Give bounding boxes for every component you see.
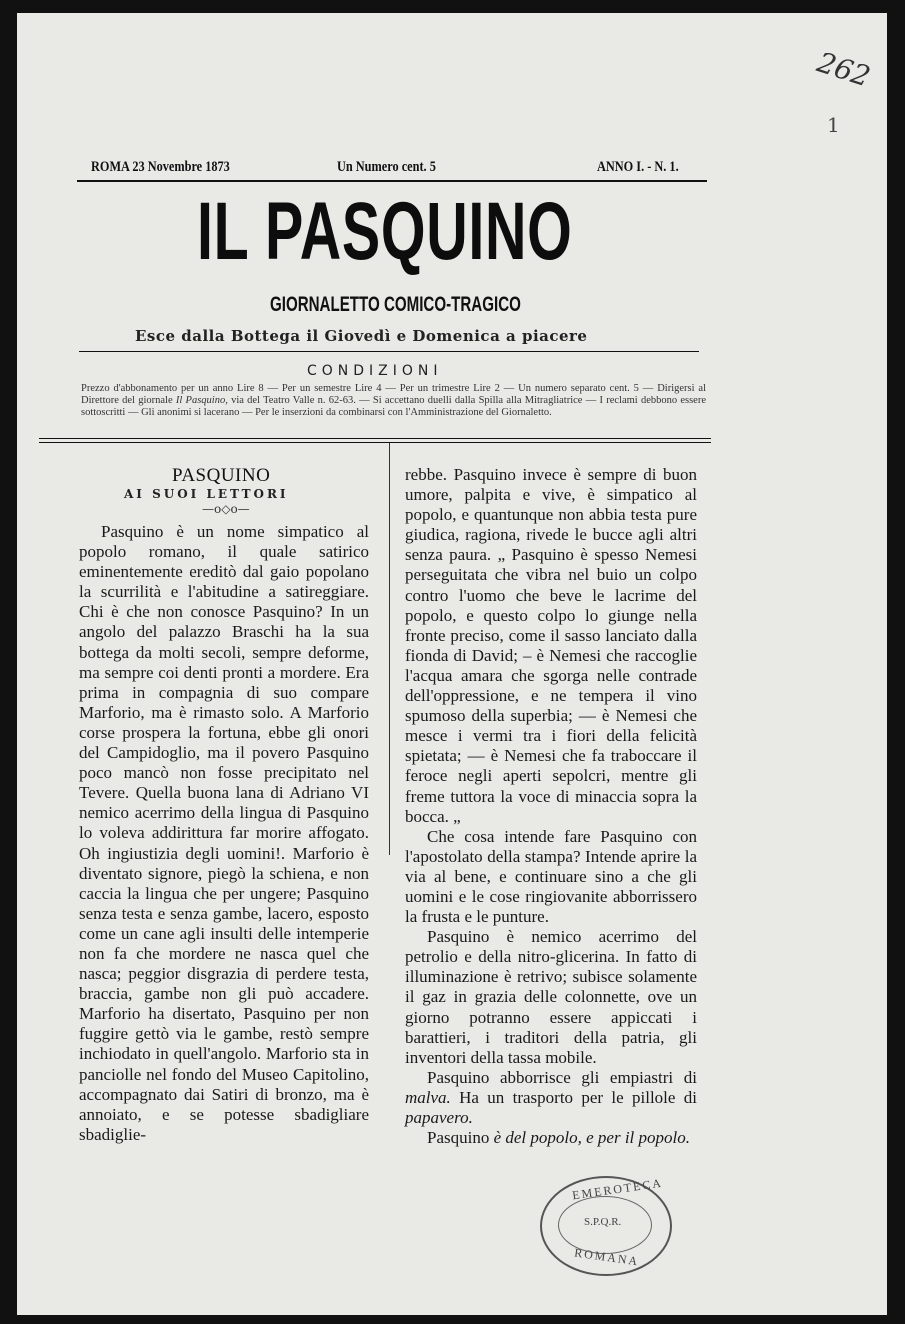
paragraph: Pasquino è un nome simpatico al popolo romano, il quale satirico eminentemente ereditò dal gaio popolano la scurrilità e l'abitudine a satireggiare. Chi è che non conosce Pasquino? In un angolo del palazzo Braschi ha la sua bottega da molti secoli, sempre deforme, ma sempre coi denti pronti a mordere. Era prima in compagnia di suo compare Marforio, ma è rimasto solo. A Marforio corse prospera la fortuna, ebbe gli onori del Campidoglio, ma il povero Pasquino poco mancò non fosse precipitato nel Tevere. Quella buona lana di Adriano VI nemico acerrimo della lingua di Pasquino lo voleva addirittura far morire affogato. Oh ingiustizia degli uomini!. Marforio è diventato signore, piegò la schiena, e non caccia la lingua che per ungere; Pasquino senza testa e senza gambe, lacero, esposto come un cane agli insulti delle intemperie non fa che mordere ne nasca quel che nasca; peggior disgrazia di perdere testa, braccia, gambe non gli può accadere. Marforio ha disertato, Pasquino per non fuggire gettò via le gambe, restò sempre inchiodato in quell'angolo. Marforio sta in panciolle nel fondo del Museo Capitolino, accompagnato dai Satiri di bronzo, ma è annoiato, e se potesse sbadigliare sbadiglie- <box>79 522 369 1144</box>
library-stamp <box>540 1176 672 1276</box>
paragraph: rebbe. Pasquino invece è sempre di buon umore, palpita e vive, è simpatico al popolo, e quantunque non abbia testa pure giudica, ragiona, rivede le bucce agli altri senza paura. „ Pasquino è spesso Nemesi perseguitata che vibra nel buio un colpo contro l'uomo che beve le lacrime del popolo, e questo colpo lo giunge nella fronte preciso, come il sasso lanciato dalla fionda di David; – è Nemesi che raccoglie l'acqua amara che sgorga nelle contrade dell'oppressione, e ne tempera il vino spumoso della superbia; — è Nemesi che mesce i vermi tra i fiori della felicità spietata; — è Nemesi che fa traboccare il feroce negli aperti sepolcri, mentre gli freme tuttora la voce di minaccia sopra la bocca. „ <box>405 465 697 826</box>
article-column-2 <box>405 465 697 1148</box>
masthead-title: IL PASQUINO <box>197 186 573 277</box>
stamp-bottom-text: ROMANA <box>573 1245 641 1269</box>
paragraph: Pasquino abborrisce gli empiastri di malva. Ha un trasporto per le pillole di papavero. <box>405 1067 697 1127</box>
rule-below-conditions-1 <box>39 438 711 439</box>
ornament-divider: —o◇o— <box>202 502 250 516</box>
article-title: PASQUINO <box>172 465 271 486</box>
paragraph: Pasquino è del popolo, e per il popolo. <box>427 1128 691 1148</box>
masthead-top-rule <box>77 180 707 182</box>
article-subtitle: AI SUOI LETTORI <box>124 487 289 501</box>
rule-below-conditions-2 <box>39 442 711 443</box>
handwritten-sheet-number: 1 <box>827 113 840 137</box>
article-column-1 <box>79 522 369 1145</box>
masthead-subtitle: GIORNALETTO COMICO-TRAGICO <box>270 293 521 316</box>
column-divider <box>389 443 390 855</box>
publication-frequency: Esce dalla Bottega il Giovedì e Domenica a piacere <box>135 327 588 345</box>
paragraph: Che cosa intende fare Pasquino con l'apostolato della stampa? Intende aprire la via al bene, e continuare sino a che gli uomini e le cose ringiovanite abborrissero la frusta e le punture. <box>405 826 697 927</box>
issue-price: Un Numero cent. 5 <box>337 159 436 175</box>
stamp-top-text: EMEROTECA <box>571 1175 664 1203</box>
handwritten-page-number: 262 <box>813 45 875 94</box>
conditions-text: Prezzo d'abbonamento per un anno Lire 8 — Per un semestre Lire 4 — Per un trimestre Lire 2 — Un numero separato cent. 5 — Dirigersi al Direttore del giornale Il Pasquino, via del Teatro Valle n. 62-63. — Si accettano duelli dalla Spilla alla Mitragliatrice — I reclami debbono essere sottoscritti — Gli anonimi si lacerano — Per le inserzioni da combinarsi con l'Amministrazione del Giornaletto. <box>81 383 706 418</box>
newspaper-page <box>17 13 887 1315</box>
place-date: ROMA 23 Novembre 1873 <box>91 159 230 175</box>
rule-above-conditions <box>79 351 699 352</box>
stamp-middle-text: S.P.Q.R. <box>584 1216 622 1228</box>
conditions-heading: CONDIZIONI <box>307 363 443 379</box>
issue-number: ANNO I. - N. 1. <box>597 159 679 175</box>
paragraph: Pasquino è nemico acerrimo del petrolio e della nitro-glicerina. In fatto di illuminazione è retrivo; subisce solamente il gaz in grazia delle colonnette, ove un giorno potranno essere appiccati i barattieri, i traditori della patria, gli inventori della tassa mobile. <box>405 927 697 1067</box>
